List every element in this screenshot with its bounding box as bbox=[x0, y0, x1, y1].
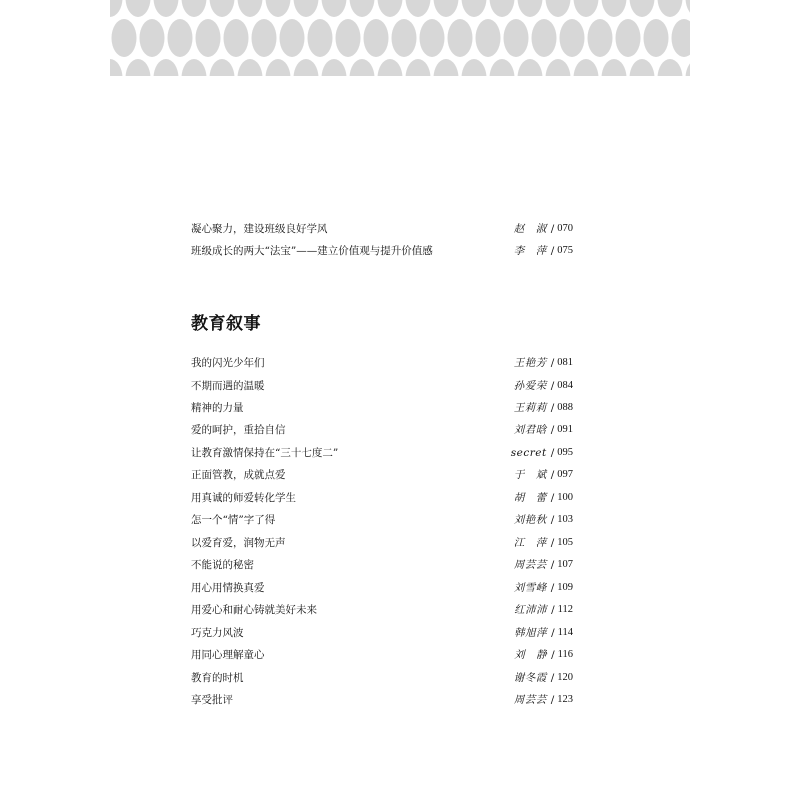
toc-entry-author: 刘君晗 bbox=[513, 424, 547, 436]
toc-entry-page: 095 bbox=[557, 447, 573, 458]
toc-entry-title: 爱的呵护，重拾自信 bbox=[191, 424, 286, 436]
pattern-oval bbox=[546, 0, 571, 17]
toc-entry-author: 韩旭萍 bbox=[514, 627, 548, 639]
toc-entry-author: 刘雪峰 bbox=[513, 582, 547, 594]
pattern-oval bbox=[364, 19, 389, 57]
toc-entry-page: 100 bbox=[557, 492, 573, 503]
pattern-oval bbox=[378, 0, 403, 17]
pattern-oval bbox=[532, 19, 557, 57]
toc-entry-title: 不期而遇的温暖 bbox=[191, 380, 265, 392]
pattern-oval bbox=[196, 19, 221, 57]
pattern-oval bbox=[518, 0, 543, 17]
pattern-oval bbox=[294, 59, 319, 76]
pattern-oval bbox=[462, 0, 487, 17]
toc-entry[interactable] bbox=[191, 645, 573, 665]
toc-entry-title: 让教育激情保持在“三十七度二” bbox=[191, 447, 339, 459]
toc-entry-title: 班级成长的两大“法宝”——建立价值观与提升价值感 bbox=[191, 245, 433, 257]
toc-separator: / bbox=[550, 672, 555, 684]
pattern-oval bbox=[350, 59, 375, 76]
toc-separator: / bbox=[550, 380, 555, 392]
pattern-oval bbox=[126, 0, 151, 17]
toc-entry-author: 于 斌 bbox=[513, 469, 547, 481]
toc-entry-page: 120 bbox=[557, 672, 573, 683]
pattern-oval bbox=[574, 0, 599, 17]
pattern-oval bbox=[630, 0, 655, 17]
pattern-oval bbox=[672, 19, 691, 57]
pattern-oval bbox=[588, 19, 613, 57]
toc-separator: / bbox=[550, 245, 555, 257]
pattern-oval bbox=[238, 59, 263, 76]
pattern-oval bbox=[154, 59, 179, 76]
toc-entry-page: 081 bbox=[557, 357, 573, 368]
pattern-oval bbox=[504, 19, 529, 57]
toc-entry-title: 以爱育爱，润物无声 bbox=[191, 537, 286, 549]
toc-separator: / bbox=[550, 424, 555, 436]
pattern-oval bbox=[686, 0, 691, 17]
toc-entry[interactable] bbox=[191, 398, 573, 418]
pattern-oval bbox=[392, 19, 417, 57]
pattern-oval bbox=[182, 0, 207, 17]
toc-entry-author: 李 萍 bbox=[513, 245, 547, 257]
toc-entry-title: 精神的力量 bbox=[191, 402, 244, 414]
pattern-oval bbox=[434, 59, 459, 76]
pattern-oval bbox=[658, 59, 683, 76]
toc-entry-page: 075 bbox=[557, 245, 573, 256]
pattern-oval bbox=[210, 0, 235, 17]
toc-entry-author: 赵 淑 bbox=[513, 223, 547, 235]
pattern-oval bbox=[224, 19, 249, 57]
pattern-oval bbox=[110, 0, 123, 17]
toc-entry[interactable] bbox=[191, 623, 573, 643]
pattern-oval bbox=[406, 0, 431, 17]
pattern-oval bbox=[266, 59, 291, 76]
pattern-oval bbox=[182, 59, 207, 76]
toc-entry[interactable] bbox=[191, 578, 573, 598]
toc-entry-title: 用心用情换真爱 bbox=[191, 582, 265, 594]
toc-separator: / bbox=[551, 604, 555, 616]
pattern-oval bbox=[658, 0, 683, 17]
toc-entry-page: 097 bbox=[557, 469, 573, 480]
toc-separator: / bbox=[550, 469, 555, 481]
toc-entry-title: 我的闪光少年们 bbox=[191, 357, 265, 369]
pattern-oval bbox=[266, 0, 291, 17]
toc-entry-page: 114 bbox=[557, 627, 573, 638]
pattern-oval bbox=[630, 59, 655, 76]
pattern-oval bbox=[378, 59, 403, 76]
toc-entry-title: 正面管教，成就点爱 bbox=[191, 469, 286, 481]
toc-entry-author: 周芸芸 bbox=[513, 559, 547, 571]
toc-entry-author: 红沛沛 bbox=[514, 604, 548, 616]
gray-oval-pattern bbox=[110, 0, 690, 76]
toc-entry-title: 凝心聚力，建设班级良好学风 bbox=[191, 223, 328, 235]
toc-entry-title: 不能说的秘密 bbox=[191, 559, 254, 571]
toc-entry-author: secret bbox=[510, 447, 547, 459]
toc-separator: / bbox=[551, 649, 555, 661]
pattern-oval bbox=[210, 59, 235, 76]
pattern-oval bbox=[252, 19, 277, 57]
toc-entry[interactable] bbox=[191, 241, 573, 261]
toc-entry-page: 107 bbox=[557, 559, 573, 570]
pattern-oval bbox=[336, 19, 361, 57]
toc-entry[interactable] bbox=[191, 555, 573, 575]
toc-separator: / bbox=[550, 514, 555, 526]
pattern-oval bbox=[420, 19, 445, 57]
toc-entry-title: 巧克力风波 bbox=[191, 627, 244, 639]
pattern-oval bbox=[322, 59, 347, 76]
pattern-oval bbox=[490, 59, 515, 76]
toc-entry-author: 周芸芸 bbox=[513, 694, 547, 706]
toc-entry-page: 091 bbox=[557, 424, 573, 435]
toc-entry-author: 王莉莉 bbox=[513, 402, 547, 414]
toc-separator: / bbox=[550, 223, 555, 235]
toc-entry-page: 070 bbox=[557, 223, 573, 234]
toc-entry[interactable] bbox=[191, 488, 573, 508]
pattern-oval bbox=[560, 19, 585, 57]
pattern-oval bbox=[110, 59, 123, 76]
pattern-oval bbox=[168, 19, 193, 57]
toc-entry-page: 103 bbox=[557, 514, 573, 525]
toc-separator: / bbox=[550, 357, 555, 369]
pattern-oval bbox=[476, 19, 501, 57]
toc-entry-title: 用同心理解童心 bbox=[191, 649, 265, 661]
toc-entry-title: 用真诚的师爱转化学生 bbox=[191, 492, 296, 504]
pattern-oval bbox=[280, 19, 305, 57]
toc-separator: / bbox=[551, 627, 555, 639]
pattern-oval bbox=[238, 0, 263, 17]
toc-entry-title: 教育的时机 bbox=[191, 672, 244, 684]
toc-separator: / bbox=[550, 559, 555, 571]
toc-entry-page: 109 bbox=[557, 582, 573, 593]
pattern-oval bbox=[140, 19, 165, 57]
pattern-oval bbox=[546, 59, 571, 76]
toc-entry-author: 胡 蕾 bbox=[513, 492, 547, 504]
pattern-oval bbox=[602, 59, 627, 76]
toc-separator: / bbox=[550, 694, 555, 706]
pattern-oval bbox=[154, 0, 179, 17]
pattern-oval bbox=[490, 0, 515, 17]
pattern-oval bbox=[574, 59, 599, 76]
toc-separator: / bbox=[550, 447, 555, 459]
toc-entry[interactable] bbox=[191, 600, 573, 620]
pattern-oval bbox=[406, 59, 431, 76]
toc-entry[interactable] bbox=[191, 443, 573, 463]
toc-entry[interactable] bbox=[191, 510, 573, 530]
pattern-oval bbox=[686, 59, 691, 76]
toc-entry[interactable] bbox=[191, 376, 573, 396]
toc-entry-author: 刘艳秋 bbox=[513, 514, 547, 526]
toc-entry-page: 088 bbox=[557, 402, 573, 413]
pattern-oval bbox=[462, 59, 487, 76]
toc-entry-page: 105 bbox=[557, 537, 573, 548]
toc-separator: / bbox=[550, 582, 555, 594]
pattern-oval bbox=[644, 19, 669, 57]
toc-entry-page: 116 bbox=[557, 649, 573, 660]
toc-entry[interactable] bbox=[191, 668, 573, 688]
pattern-oval bbox=[126, 59, 151, 76]
toc-entry-author: 孙爱荣 bbox=[513, 380, 547, 392]
pattern-oval bbox=[448, 19, 473, 57]
toc-entry-author: 王艳芳 bbox=[513, 357, 547, 369]
pattern-oval bbox=[518, 59, 543, 76]
pattern-oval bbox=[616, 19, 641, 57]
toc-entry-author: 江 萍 bbox=[513, 537, 547, 549]
toc-entry[interactable] bbox=[191, 219, 573, 239]
pattern-oval bbox=[434, 0, 459, 17]
toc-entry[interactable] bbox=[191, 353, 573, 373]
toc-separator: / bbox=[550, 537, 555, 549]
pattern-oval bbox=[350, 0, 375, 17]
toc-entry[interactable] bbox=[191, 690, 573, 710]
toc-entry[interactable] bbox=[191, 420, 573, 440]
toc-entry-title: 享受批评 bbox=[191, 694, 233, 706]
toc-entry-page: 112 bbox=[557, 604, 573, 615]
toc-entry-author: 刘 静 bbox=[514, 649, 548, 661]
toc-entry-title: 怎一个“情”字了得 bbox=[191, 514, 276, 526]
toc-entry[interactable] bbox=[191, 465, 573, 485]
decorative-band bbox=[110, 0, 690, 76]
toc-entry[interactable] bbox=[191, 533, 573, 553]
section-heading: 教育叙事 bbox=[191, 314, 261, 334]
toc-entry-author: 谢冬霞 bbox=[513, 672, 547, 684]
toc-entry-title: 用爱心和耐心铸就美好未来 bbox=[191, 604, 317, 616]
pattern-oval bbox=[112, 19, 137, 57]
toc-entry-page: 123 bbox=[557, 694, 573, 705]
toc-separator: / bbox=[550, 492, 555, 504]
toc-separator: / bbox=[550, 402, 555, 414]
pattern-oval bbox=[602, 0, 627, 17]
toc-entry-page: 084 bbox=[557, 380, 573, 391]
pattern-oval bbox=[294, 0, 319, 17]
pattern-oval bbox=[322, 0, 347, 17]
pattern-oval bbox=[308, 19, 333, 57]
